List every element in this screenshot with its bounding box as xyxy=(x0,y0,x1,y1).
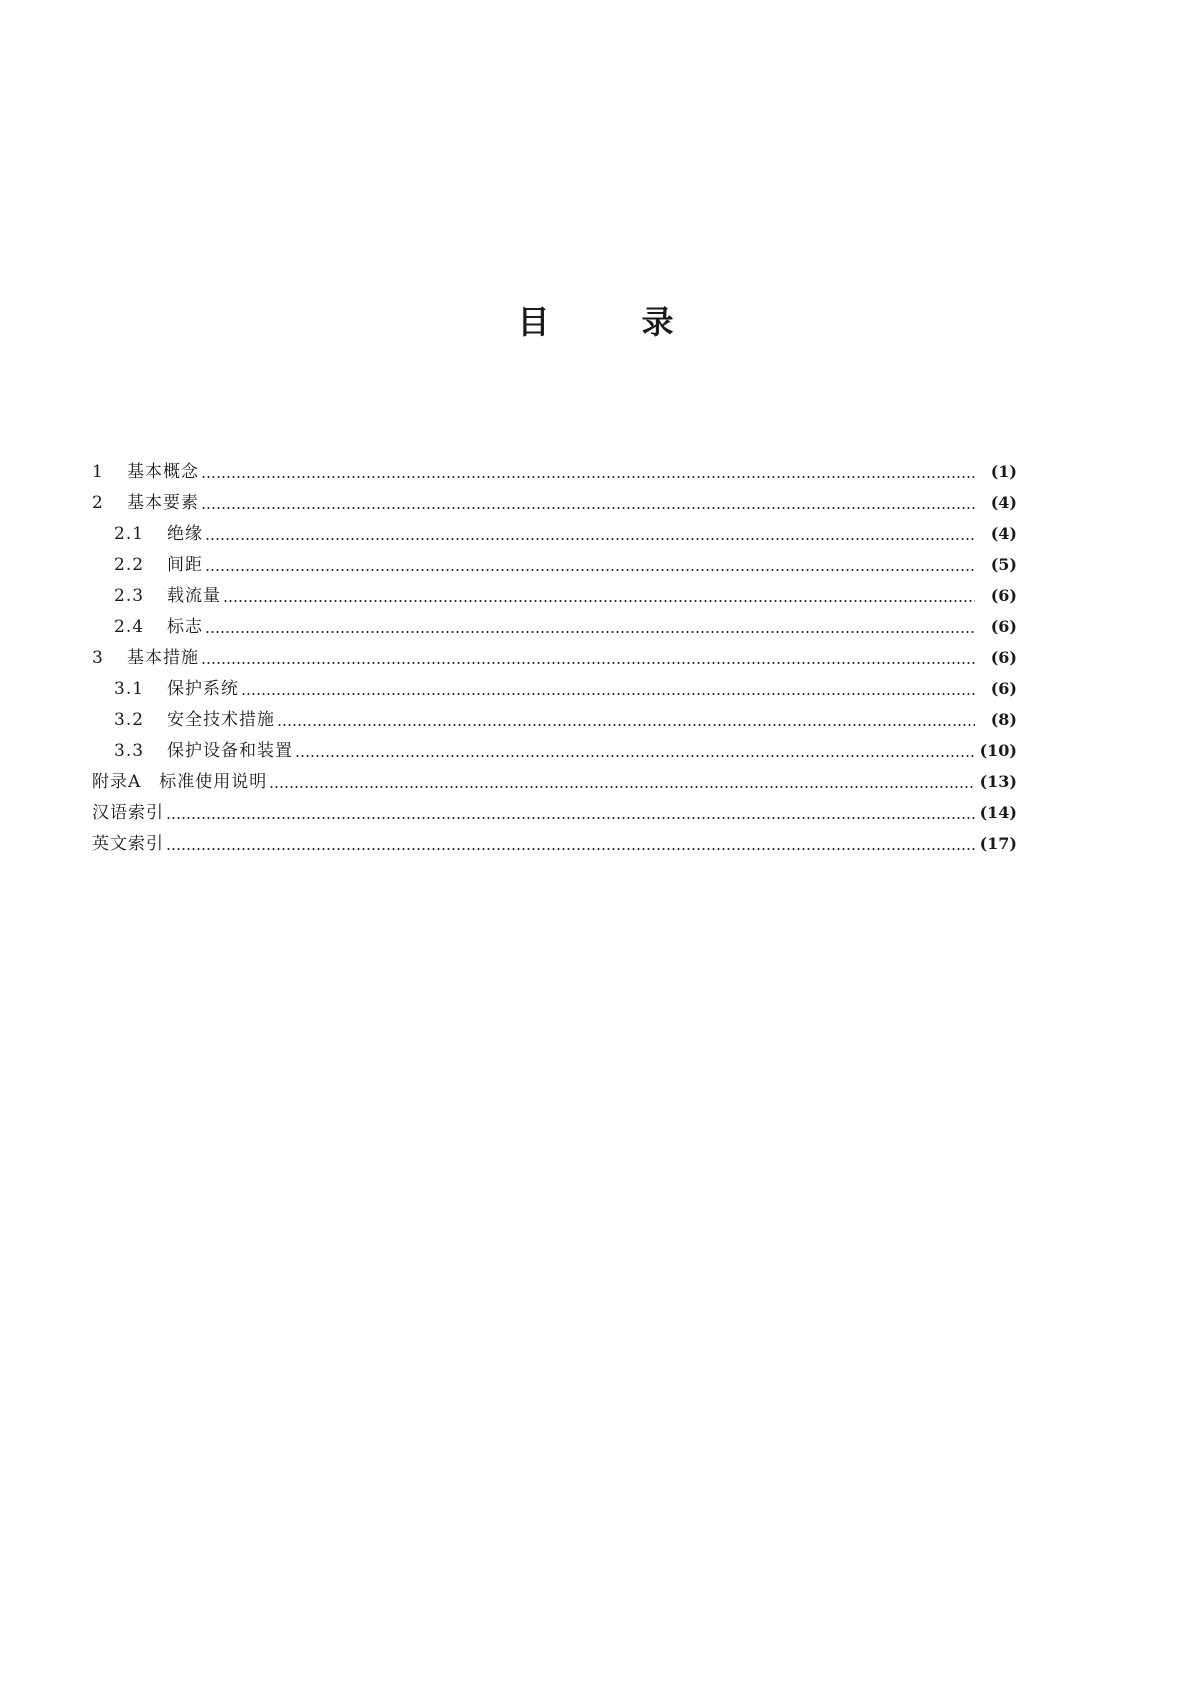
toc-entry-number: 3.1 xyxy=(114,679,145,699)
toc-entry-3-3[interactable] xyxy=(92,735,1017,766)
toc-entry-number: 2.1 xyxy=(114,524,145,544)
toc-entry-page: (6) xyxy=(990,648,1017,667)
toc-entry-3-1[interactable] xyxy=(92,673,1017,704)
toc-entry-number: 2.4 xyxy=(114,617,145,637)
toc-dot-leader xyxy=(205,631,975,633)
page-title-char-1: 目 xyxy=(517,303,550,341)
toc-entry-page: (10) xyxy=(979,741,1017,760)
toc-dot-leader xyxy=(201,507,975,509)
toc-entry-number: 2.2 xyxy=(114,555,145,575)
toc-dot-leader xyxy=(241,693,975,695)
toc-entry-number: 3 xyxy=(92,648,103,668)
toc-entry-label: 保护设备和装置 xyxy=(167,741,293,761)
toc-entry-label: 保护系统 xyxy=(167,679,239,699)
toc-entry-page: (17) xyxy=(979,834,1017,853)
table-of-contents xyxy=(92,456,1017,859)
toc-entry-page: (5) xyxy=(990,555,1017,574)
toc-entry-label: 汉语索引 xyxy=(92,803,164,823)
toc-entry-3[interactable] xyxy=(92,642,1017,673)
toc-entry-page: (6) xyxy=(990,617,1017,636)
toc-entry-label: 标志 xyxy=(167,617,203,637)
toc-entry-number: 3.3 xyxy=(114,741,145,761)
toc-entry-2-4[interactable] xyxy=(92,611,1017,642)
toc-entry-label: 附录A 标准使用说明 xyxy=(92,772,268,792)
toc-entry-page: (4) xyxy=(990,493,1017,512)
toc-entry-number: 2.3 xyxy=(114,586,145,606)
toc-entry-label: 绝缘 xyxy=(167,524,203,544)
toc-entry-2[interactable] xyxy=(92,487,1017,518)
page-title-char-2: 录 xyxy=(641,303,674,341)
toc-entry-3-2[interactable] xyxy=(92,704,1017,735)
toc-dot-leader xyxy=(166,817,975,819)
toc-entry-number: 2 xyxy=(92,493,103,513)
toc-entry-page: (1) xyxy=(990,462,1017,481)
toc-dot-leader xyxy=(166,848,975,850)
toc-entry-number: 1 xyxy=(92,462,103,482)
toc-dot-leader xyxy=(269,786,975,788)
page-title xyxy=(0,302,1191,342)
toc-dot-leader xyxy=(201,662,975,664)
toc-entry-label: 基本要素 xyxy=(127,493,199,513)
toc-dot-leader xyxy=(205,538,975,540)
toc-dot-leader xyxy=(277,724,975,726)
toc-entry-page: (13) xyxy=(979,772,1017,791)
toc-dot-leader xyxy=(201,476,975,478)
toc-entry-2-1[interactable] xyxy=(92,518,1017,549)
toc-entry-label: 载流量 xyxy=(167,586,221,606)
toc-entry-label: 基本措施 xyxy=(127,648,199,668)
toc-entry-page: (4) xyxy=(990,524,1017,543)
toc-dot-leader xyxy=(205,569,975,571)
toc-entry-appendix-a[interactable] xyxy=(92,766,1017,797)
toc-entry-label: 英文索引 xyxy=(92,834,164,854)
toc-entry-page: (8) xyxy=(990,710,1017,729)
toc-entry-label: 间距 xyxy=(167,555,203,575)
toc-entry-1[interactable] xyxy=(92,456,1017,487)
toc-entry-english-index[interactable] xyxy=(92,828,1017,859)
toc-entry-chinese-index[interactable] xyxy=(92,797,1017,828)
toc-entry-2-3[interactable] xyxy=(92,580,1017,611)
toc-entry-label: 安全技术措施 xyxy=(167,710,275,730)
toc-dot-leader xyxy=(223,600,975,602)
toc-entry-page: (14) xyxy=(979,803,1017,822)
toc-entry-2-2[interactable] xyxy=(92,549,1017,580)
toc-dot-leader xyxy=(295,755,975,757)
toc-entry-page: (6) xyxy=(990,586,1017,605)
toc-entry-number: 3.2 xyxy=(114,710,145,730)
toc-entry-page: (6) xyxy=(990,679,1017,698)
toc-entry-label: 基本概念 xyxy=(127,462,199,482)
